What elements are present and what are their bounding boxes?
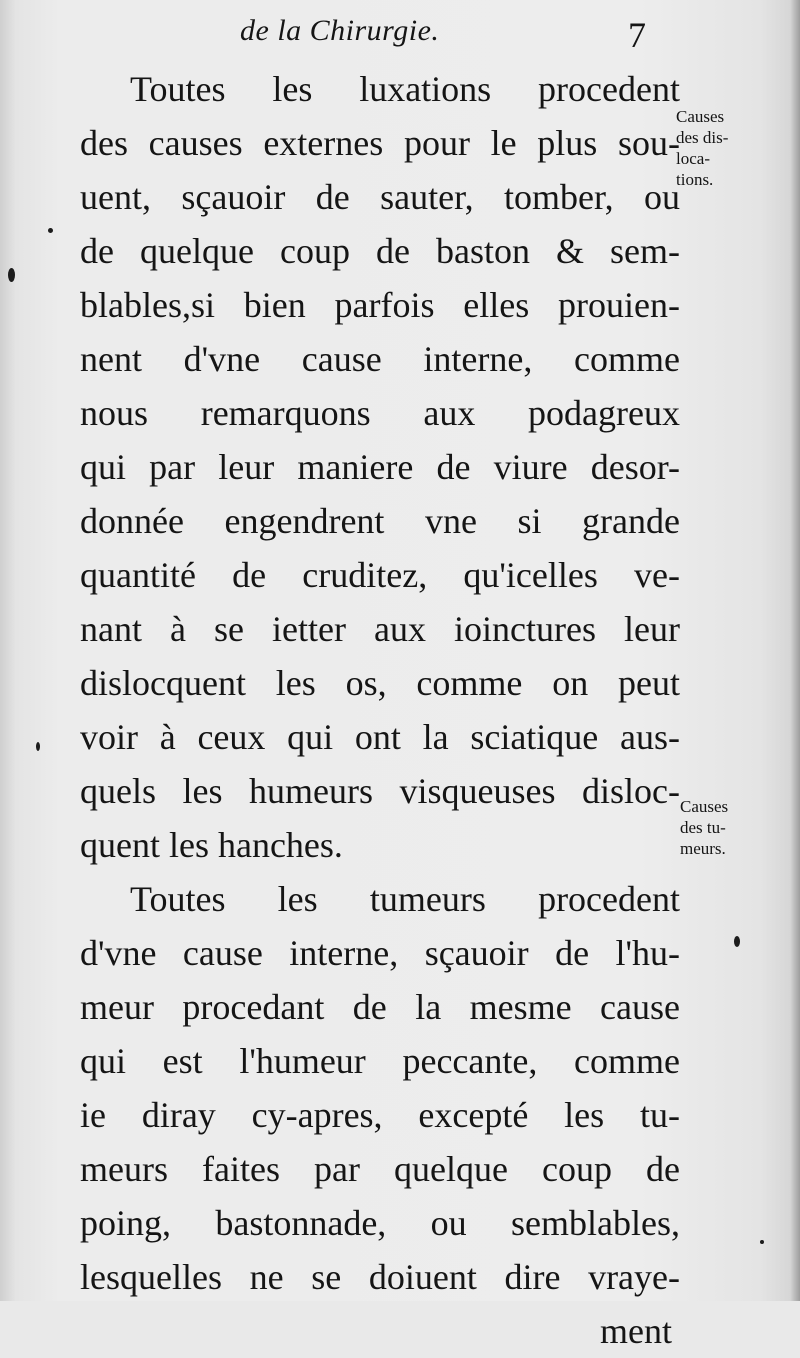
margin-note-dislocations [676, 106, 786, 190]
text-line: nent d'vne cause interne, comme [80, 339, 680, 379]
body-text [80, 62, 680, 1358]
margin-note-line: Causes [676, 107, 725, 126]
ink-speck [760, 1240, 764, 1244]
text-line: nous remarquons aux podagreux [80, 393, 680, 433]
text-line: uent, sçauoir de sauter, tomber, ou [80, 177, 680, 217]
margin-note-line: des dis- [676, 128, 729, 147]
catchword: ment [600, 1311, 672, 1351]
text-line: voir à ceux qui ont la sciatique aus- [80, 717, 680, 757]
text-line: blables,si bien parfois elles prouien- [80, 285, 680, 325]
text-line: donnée engendrent vne si grande [80, 501, 680, 541]
text-line: poing, bastonnade, ou semblables, [80, 1203, 680, 1243]
text-line: des causes externes pour le plus sou- [80, 123, 680, 163]
text-line: quantité de cruditez, qu'icelles ve- [80, 555, 680, 595]
text-line: meur procedant de la mesme cause [80, 987, 680, 1027]
margin-note-line: loca- [676, 149, 710, 168]
ink-speck [8, 268, 15, 282]
margin-note-tumors [680, 796, 790, 859]
text-line: qui est l'humeur peccante, comme [80, 1041, 680, 1081]
text-line: ie diray cy-apres, excepté les tu- [80, 1095, 680, 1135]
text-line: lesquelles ne se doiuent dire vraye- [80, 1257, 680, 1297]
text-line: d'vne cause interne, sçauoir de l'hu- [80, 933, 680, 973]
text-line: meurs faites par quelque coup de [80, 1149, 680, 1189]
text-line: Toutes les tumeurs procedent [130, 879, 680, 919]
margin-note-line: des tu- [680, 818, 726, 837]
margin-note-line: meurs. [680, 839, 726, 858]
page-number: 7 [628, 15, 646, 55]
text-line: de quelque coup de baston & sem- [80, 231, 680, 271]
text-line: dislocquent les os, comme on peut [80, 663, 680, 703]
margin-note-line: Causes [680, 797, 729, 816]
ink-speck [36, 742, 40, 751]
text-line: nant à se ietter aux ioinctures leur [80, 609, 680, 649]
running-title: de la Chirurgie. [240, 14, 440, 47]
ink-speck [48, 228, 53, 233]
text-line: qui par leur maniere de viure desor- [80, 447, 680, 487]
text-line: quent les hanches. [80, 825, 343, 865]
margin-note-line: tions. [676, 170, 714, 189]
ink-speck [734, 936, 740, 947]
text-line: quels les humeurs visqueuses disloc- [80, 771, 680, 811]
text-line: Toutes les luxations procedent [130, 69, 680, 109]
page-edge-shadow [790, 0, 800, 1301]
